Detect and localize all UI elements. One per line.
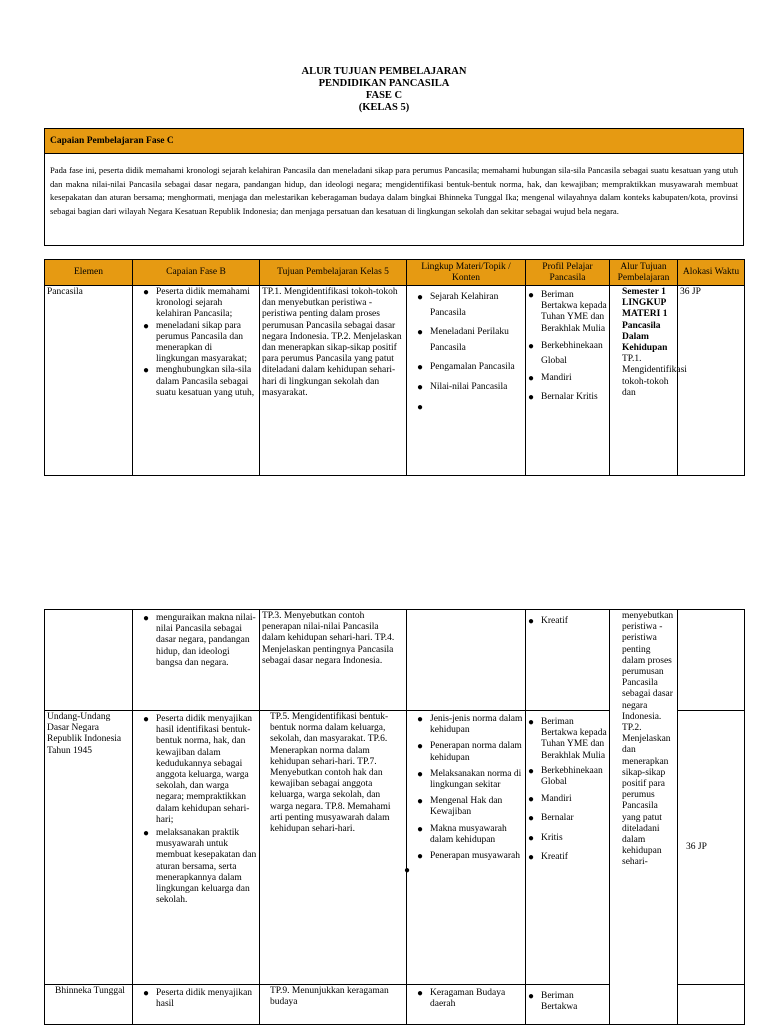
list-item: ● Bernalar Kritis <box>528 390 607 405</box>
lingkup-list <box>417 712 523 862</box>
header-capaian: Capaian Fase B <box>133 260 260 286</box>
cell-elemen: Undang-Undang Dasar Negara Republik Indonesia Tahun 1945 <box>45 711 133 985</box>
cell-lingkup <box>407 711 526 985</box>
list-item: ● Peserta didik memahami kronologi sejarah kelahiran Pancasila; <box>143 287 257 321</box>
cell-profil <box>526 286 610 476</box>
cell-profil <box>526 711 610 985</box>
cell-alur: menyebutkan peristiwa - peristiwa penting dalam proses perumusan Pancasila sebagai dasar negara Indonesia. TP.2. Menjelaskan dan menerapkan sikap-sikap positif para perumus Pancasila yang patut diteladani dalam kehidupan sehari- <box>610 610 678 1025</box>
list-item: ● melaksanakan praktik musyawarah untuk membuat kesepakatan dan aturan bersama, serta menerapkannya dalam lingkungan keluarga dan sekolah. <box>143 828 257 906</box>
list-item: ● Kreatif <box>528 852 607 863</box>
list-item: ● Jenis-jenis norma dalam kehidupan <box>417 714 523 736</box>
list-item: ● menghubungkan sila-sila dalam Pancasila sebagai suatu kesatuan yang utuh, <box>143 365 257 399</box>
title-line-4: (KELAS 5) <box>358 102 410 113</box>
list-item: ● menguraikan makna nilai-nilai Pancasila sebagai dasar negara, pandangan hidup, dan ideologi bangsa dan negara. <box>143 613 257 669</box>
cell-capaian <box>133 985 260 1025</box>
cell-alur <box>610 286 687 476</box>
title-line-1: ALUR TUJUAN PEMBELAJARAN <box>301 66 467 77</box>
alur-semester-heading: Semester 1 LINGKUP MATERI 1 Pancasila Dalam Kehidupan <box>622 287 668 354</box>
profil-list <box>528 986 607 1013</box>
list-item: ● Kritis <box>528 833 607 844</box>
cell-elemen: Pancasila <box>45 286 133 476</box>
cell-alokasi: 36 JP <box>678 286 745 476</box>
header-tujuan: Tujuan Pembelajaran Kelas 5 <box>260 260 407 286</box>
table-row <box>45 610 745 711</box>
list-item: ● Pengamalan Pancasila <box>417 360 523 376</box>
document-title <box>0 66 768 114</box>
cell-profil <box>526 610 610 711</box>
list-item: ● Beriman Bertakwa kepada Tuhan YME dan Berakhlak Mulia <box>528 290 607 335</box>
cell-lingkup <box>407 985 526 1025</box>
cell-elemen <box>45 610 133 711</box>
profil-list <box>528 611 607 627</box>
list-item: ● meneladani sikap para perumus Pancasila dan menerapkan di lingkungan masyarakat; <box>143 321 257 366</box>
cell-tujuan: TP.1. Mengidentifikasi tokoh-tokoh dan menyebutkan peristiwa - peristiwa penting dalam proses perumusan Pancasila sebagai dasar negara Indonesia. TP.2. Menjelaskan dan menerapkan sikap-sikap positif para perumus Pancasila yang patut diteladani dalam kehidupan sehari-hari di lingkungan sekolah dan masyarakat. <box>260 286 407 476</box>
list-item: ● Peserta didik menyajikan hasil <box>143 988 257 1010</box>
cell-tujuan: TP.9. Menunjukkan keragaman budaya <box>260 985 407 1025</box>
profil-list <box>528 712 607 863</box>
list-item: ● Beriman Bertakwa <box>528 991 607 1013</box>
capaian-text: Pada fase ini, peserta didik memahami kronologi sejarah kelahiran Pancasila dan meneladani sikap para perumus Pancasila; memahami hubungan sila-sila Pancasila sebagai suatu kesatuan yang utuh dan makna nilai-nilai Pancasila sebagai dasar negara, pandangan hidup, dan ideologi negara; mengidentifikasi bentuk-bentuk norma, hak, dan kewajiban; mempraktikkan musyawarah membuat kesepakatan dan aturan bersama; menghormati, menjaga dan melestarikan keberagaman budaya dalam bingkai Bhinneka Tunggal Ika; mengenal wilayahnya dalam konteks kabupaten/kota, provinsi sebagai bagian dari wilayah Negara Kesatuan Republik Indonesia; dan menjaga persatuan dan kesatuan di lingkungan sekolah dan sekitar sebagai wujud bela negara. <box>50 165 738 216</box>
table-header-row <box>45 260 745 286</box>
cell-capaian <box>133 286 260 476</box>
atp-table-page-2 <box>44 609 745 1025</box>
list-item: ● Bernalar <box>528 813 607 824</box>
cell-lingkup <box>407 610 526 711</box>
cell-alokasi <box>678 610 745 711</box>
list-item: ● Melaksanakan norma di lingkungan sekitar <box>417 769 523 791</box>
capaian-list <box>143 611 257 669</box>
header-profil: Profil Pelajar Pancasila <box>526 260 610 286</box>
header-lingkup: Lingkup Materi/Topik / Konten <box>407 260 526 286</box>
list-item: ● Sejarah Kelahiran Pancasila <box>417 290 523 321</box>
lingkup-list <box>417 986 523 1010</box>
list-item: ● Peserta didik menyajikan hasil identifikasi bentuk-bentuk norma, hak, dan kewajiban dalam kedudukannya sebagai anggota keluarga, warga sekolah, dan warga negara; mempraktikkan dalam kehidupan sehari-hari; <box>143 714 257 826</box>
alur-text: TP.1. Mengidentifikasi tokoh-tokoh dan <box>622 354 687 398</box>
list-item: ● Penerapan norma dalam kehidupan <box>417 741 523 763</box>
cell-profil <box>526 985 610 1025</box>
header-elemen: Elemen <box>45 260 133 286</box>
list-item: ● Nilai-nilai Pancasila <box>417 380 523 396</box>
capaian-box <box>44 128 744 246</box>
cell-elemen: Bhinneka Tunggal <box>45 985 133 1025</box>
capaian-heading: Capaian Pembelajaran Fase C <box>45 129 743 154</box>
header-alokasi: Alokasi Waktu <box>678 260 745 286</box>
cell-lingkup <box>407 286 526 476</box>
list-item: ● Keragaman Budaya daerah <box>417 988 523 1010</box>
list-item: ● Penerapan musyawarah <box>417 851 523 862</box>
list-item: ● Berkebhinekaan Global <box>528 339 607 369</box>
header-alur: Alur Tujuan Pembelajaran <box>610 260 678 286</box>
list-item: ● Kreatif <box>528 616 607 627</box>
list-item: ● Makna musyawarah dalam kehidupan <box>417 824 523 846</box>
cell-capaian <box>133 711 260 985</box>
capaian-list <box>143 287 257 399</box>
profil-list <box>528 287 607 405</box>
cell-alokasi <box>678 985 745 1025</box>
list-item: ● Mandiri <box>528 373 607 384</box>
capaian-list <box>143 712 257 906</box>
capaian-list <box>143 986 257 1010</box>
lingkup-list <box>417 287 523 396</box>
list-item: ● Berkebhinekaan Global <box>528 766 607 788</box>
cell-capaian <box>133 610 260 711</box>
title-line-2: PENDIDIKAN PANCASILA <box>318 78 450 89</box>
cell-tujuan: TP.3. Menyebutkan contoh penerapan nilai-nilai Pancasila dalam kehidupan sehari-hari. TP.4. Menjelaskan pentingnya Pancasila sebagai dasar negara Indonesia. <box>260 610 407 711</box>
list-item: ● Mengenal Hak dan Kewajiban <box>417 796 523 818</box>
list-item: ● Mandiri <box>528 794 607 805</box>
title-line-3: FASE C <box>365 90 403 101</box>
cell-alokasi: 36 JP <box>678 711 745 985</box>
cell-tujuan: TP.5. Mengidentifikasi bentuk-bentuk norma dalam keluarga, sekolah, dan masyarakat. TP.6. Menerapkan norma dalam kehidupan sehari-hari. TP.7. Menyebutkan contoh hak dan kewajiban sebagai anggota keluarga, warga sekolah, dan warga negara. TP.8. Memahami arti penting musyawarah dalam kehidupan sehari-hari. <box>260 711 407 985</box>
table-row <box>45 286 745 476</box>
atp-table-page-1 <box>44 259 745 476</box>
list-item: ● Beriman Bertakwa kepada Tuhan YME dan Berakhlak Mulia <box>528 717 607 762</box>
list-item: ● Meneladani Perilaku Pancasila <box>417 325 523 356</box>
